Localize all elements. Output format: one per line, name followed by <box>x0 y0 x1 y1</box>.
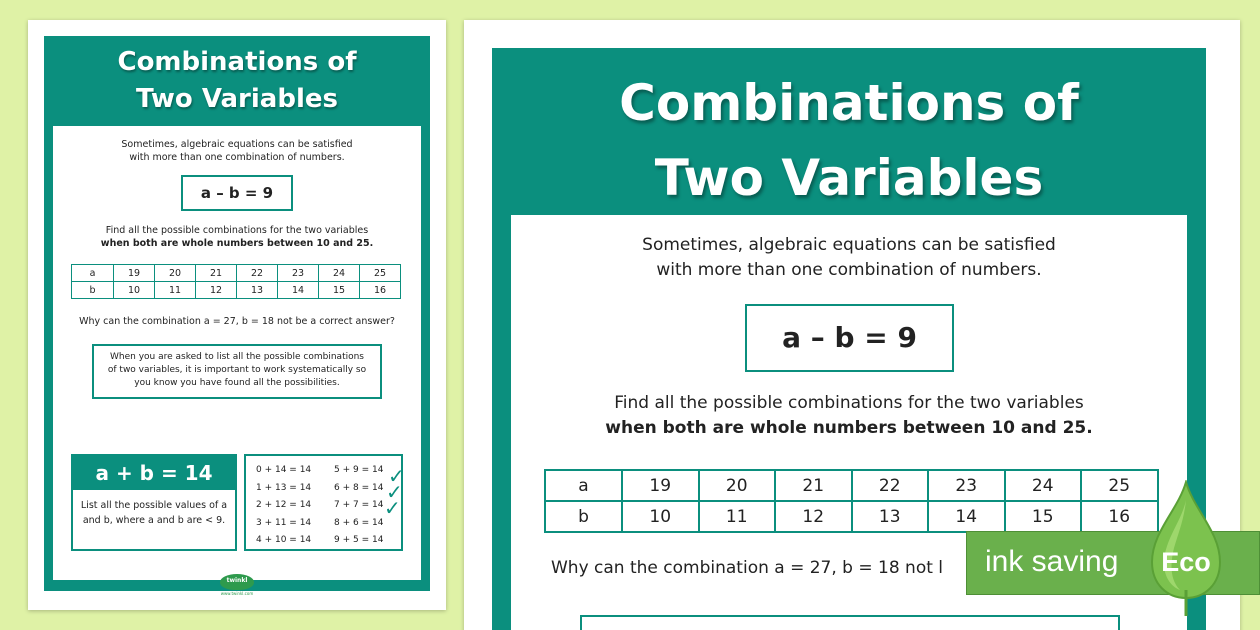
small-sum-task-card <box>71 454 237 551</box>
sum-entry: 5 + 9 = 14 <box>334 465 384 475</box>
small-sums-right <box>334 462 383 550</box>
small-second-task <box>73 490 235 528</box>
sum-entry: 1 + 13 = 14 <box>256 482 312 493</box>
large-b-value: 15 <box>1005 501 1082 532</box>
small-b-value: 15 <box>319 282 360 299</box>
small-b-value: 16 <box>360 282 401 299</box>
small-advice-line3: you know you have found all the possibilities. <box>134 378 340 388</box>
logo-url: www.twinkl.com <box>220 591 254 596</box>
large-values-table <box>544 469 1159 533</box>
small-intro-line2: with more than one combination of numbers. <box>129 152 345 163</box>
large-a-value: 23 <box>928 470 1005 501</box>
large-a-value: 24 <box>1005 470 1082 501</box>
small-advice-box <box>92 344 382 399</box>
check-mark-icon: ✓ <box>386 480 403 504</box>
small-intro-line1: Sometimes, algebraic equations can be satisfied <box>121 139 353 150</box>
small-task <box>53 224 421 250</box>
large-a-value: 22 <box>852 470 929 501</box>
large-advice-box <box>580 615 1120 630</box>
sum-entry: 0 + 14 = 14 <box>256 465 312 475</box>
large-intro-line1: Sometimes, algebraic equations can be satisfied <box>642 235 1056 255</box>
small-task-line2: when both are whole numbers between 10 and 25. <box>100 238 374 249</box>
small-a-value: 22 <box>237 265 278 282</box>
small-a-value: 25 <box>360 265 401 282</box>
large-a-value: 20 <box>699 470 776 501</box>
ink-saving-label: ink saving <box>985 545 1119 578</box>
large-a-value: 21 <box>775 470 852 501</box>
small-a-value: 19 <box>114 265 155 282</box>
small-b-value: 12 <box>196 282 237 299</box>
small-b-value: 13 <box>237 282 278 299</box>
small-a-value: 21 <box>196 265 237 282</box>
large-table-row-b <box>545 501 1158 532</box>
small-poster-content <box>53 126 421 596</box>
small-table-row-b <box>72 282 401 299</box>
sum-entry: 2 + 12 = 14 <box>256 500 312 510</box>
small-poster-title <box>44 44 430 118</box>
check-mark-icon: ✓ <box>384 496 401 520</box>
large-task <box>511 391 1187 441</box>
large-title-line1: Combinations of <box>619 74 1079 132</box>
large-equation-box <box>745 304 954 372</box>
large-row-b-label: b <box>545 501 622 532</box>
small-intro <box>53 138 421 164</box>
sum-entry: 4 + 10 = 14 <box>256 535 312 545</box>
small-advice-line2: of two variables, it is important to work systematically so <box>107 365 367 375</box>
small-row-a-label: a <box>72 265 114 282</box>
small-row-b-label: b <box>72 282 114 299</box>
sum-entry: 7 + 7 = 14 <box>334 500 384 510</box>
small-advice-line1: When you are asked to list all the possible combinations <box>110 352 364 362</box>
sum-entry: 9 + 5 = 14 <box>334 535 384 545</box>
logo-text: twinkl <box>226 577 248 584</box>
large-intro <box>511 233 1187 283</box>
small-sums-left <box>256 462 311 550</box>
small-second-task-line2: and b, where a and b are < 9. <box>82 515 226 526</box>
large-poster-title <box>492 66 1206 216</box>
large-row-a-label: a <box>545 470 622 501</box>
small-question: Why can the combination a = 27, b = 18 not be a correct answer? <box>79 316 395 327</box>
large-a-value: 25 <box>1081 470 1158 501</box>
small-b-value: 11 <box>155 282 196 299</box>
large-b-value: 10 <box>622 501 699 532</box>
sum-entry: 3 + 11 = 14 <box>256 517 312 528</box>
small-sums-card <box>244 454 403 551</box>
eco-word: Eco <box>1161 547 1211 577</box>
small-equation: a – b = 9 <box>200 184 274 202</box>
large-a-value: 19 <box>622 470 699 501</box>
large-question: Why can the combination a = 27, b = 18 not l <box>551 558 944 578</box>
small-task-line1: Find all the possible combinations for the two variables <box>105 225 369 236</box>
small-b-value: 10 <box>114 282 155 299</box>
small-poster-frame <box>44 36 430 596</box>
small-b-value: 14 <box>278 282 319 299</box>
small-a-value: 23 <box>278 265 319 282</box>
small-table-row-a <box>72 265 401 282</box>
large-intro-line2: with more than one combination of numbers. <box>656 260 1042 280</box>
large-b-value: 14 <box>928 501 1005 532</box>
small-second-equation: a + b = 14 <box>73 456 235 490</box>
large-b-value: 13 <box>852 501 929 532</box>
large-title-line2: Two Variables <box>654 149 1044 207</box>
small-poster-preview[interactable] <box>28 20 446 610</box>
large-equation: a – b = 9 <box>782 321 917 354</box>
small-values-table <box>71 264 401 299</box>
small-title-line2: Two Variables <box>136 84 338 114</box>
sum-entry: 6 + 8 = 14 <box>334 482 384 493</box>
large-task-line1: Find all the possible combinations for the two variables <box>614 393 1084 413</box>
small-equation-box <box>181 175 293 211</box>
small-a-value: 20 <box>155 265 196 282</box>
large-b-value: 11 <box>699 501 776 532</box>
large-task-line2: when both are whole numbers between 10 and 25. <box>605 418 1093 438</box>
small-a-value: 24 <box>319 265 360 282</box>
check-mark-icon: ✓ <box>388 464 405 488</box>
sum-entry: 8 + 6 = 14 <box>334 517 384 528</box>
large-b-value: 12 <box>775 501 852 532</box>
small-title-line1: Combinations of <box>117 47 357 77</box>
large-b-value: 16 <box>1081 501 1158 532</box>
twinkl-logo <box>220 574 254 596</box>
large-table-row-a <box>545 470 1158 501</box>
small-second-task-line1: List all the possible values of a <box>80 500 228 511</box>
